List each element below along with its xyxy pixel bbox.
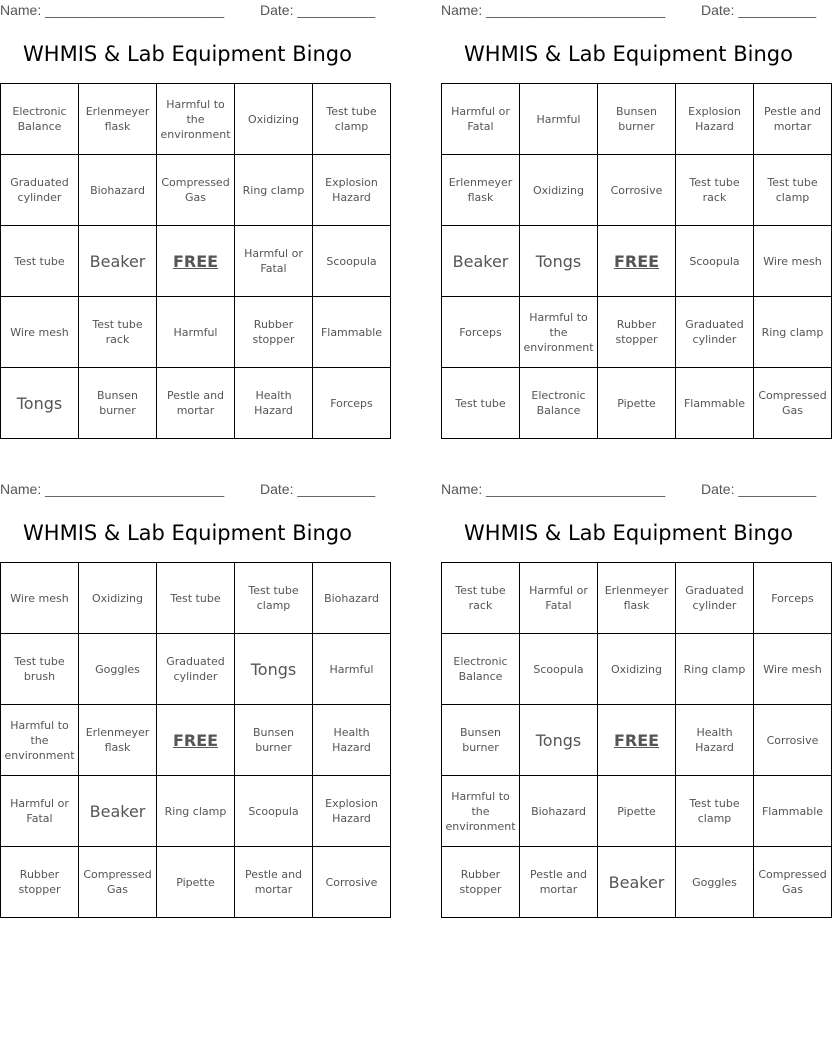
bingo-cell[interactable]: Compressed Gas: [754, 368, 832, 439]
bingo-row: [1, 705, 391, 776]
bingo-cell[interactable]: Test tube clamp: [313, 84, 391, 155]
bingo-cell[interactable]: Explosion Hazard: [313, 155, 391, 226]
bingo-cell[interactable]: Wire mesh: [754, 634, 832, 705]
bingo-cell[interactable]: Rubber stopper: [598, 297, 676, 368]
bingo-cell[interactable]: Oxidizing: [520, 155, 598, 226]
bingo-cell[interactable]: Oxidizing: [235, 84, 313, 155]
bingo-cell[interactable]: Erlenmeyer flask: [442, 155, 520, 226]
free-space-cell[interactable]: FREE: [157, 226, 235, 297]
bingo-cell[interactable]: Rubber stopper: [235, 297, 313, 368]
bingo-row: [442, 368, 832, 439]
bingo-cell[interactable]: Harmful: [520, 84, 598, 155]
bingo-cell[interactable]: Ring clamp: [754, 297, 832, 368]
bingo-cell[interactable]: Erlenmeyer flask: [79, 705, 157, 776]
bingo-cell[interactable]: Pestle and mortar: [235, 847, 313, 918]
bingo-cell[interactable]: Compressed Gas: [79, 847, 157, 918]
card-header: [0, 479, 375, 501]
bingo-cell[interactable]: Graduated cylinder: [157, 634, 235, 705]
bingo-cell[interactable]: Beaker: [79, 226, 157, 297]
bingo-cell[interactable]: Forceps: [313, 368, 391, 439]
bingo-cell[interactable]: Test tube rack: [79, 297, 157, 368]
bingo-cell[interactable]: Graduated cylinder: [676, 297, 754, 368]
bingo-cell[interactable]: Bunsen burner: [79, 368, 157, 439]
bingo-grid: [441, 562, 832, 918]
bingo-cell[interactable]: Wire mesh: [1, 563, 79, 634]
bingo-row: [1, 563, 391, 634]
bingo-row: [1, 297, 391, 368]
bingo-cell[interactable]: Rubber stopper: [1, 847, 79, 918]
bingo-row: [442, 297, 832, 368]
bingo-row: [442, 634, 832, 705]
bingo-cell[interactable]: Forceps: [754, 563, 832, 634]
bingo-cell[interactable]: Flammable: [754, 776, 832, 847]
bingo-cell[interactable]: Test tube rack: [442, 563, 520, 634]
card-title: WHMIS & Lab Equipment Bingo: [23, 42, 352, 66]
bingo-cell[interactable]: Scoopula: [520, 634, 598, 705]
bingo-cell[interactable]: Harmful to the environment: [520, 297, 598, 368]
bingo-row: [1, 776, 391, 847]
bingo-row: [442, 563, 832, 634]
bingo-cell[interactable]: Compressed Gas: [157, 155, 235, 226]
bingo-cell[interactable]: Harmful or Fatal: [1, 776, 79, 847]
bingo-row: [1, 84, 391, 155]
bingo-cell[interactable]: Test tube rack: [676, 155, 754, 226]
bingo-cell[interactable]: Corrosive: [598, 155, 676, 226]
bingo-cell[interactable]: Tongs: [235, 634, 313, 705]
date-field[interactable]: Date: __________: [701, 2, 817, 18]
bingo-cell[interactable]: Health Hazard: [235, 368, 313, 439]
bingo-cell[interactable]: Biohazard: [79, 155, 157, 226]
free-space-cell[interactable]: FREE: [157, 705, 235, 776]
free-space-cell[interactable]: FREE: [598, 705, 676, 776]
bingo-cell[interactable]: Biohazard: [520, 776, 598, 847]
bingo-grid: [0, 83, 391, 439]
bingo-cell[interactable]: Tongs: [520, 226, 598, 297]
bingo-cell[interactable]: Biohazard: [313, 563, 391, 634]
bingo-row: [442, 84, 832, 155]
bingo-cell[interactable]: Corrosive: [754, 705, 832, 776]
free-space-cell[interactable]: FREE: [598, 226, 676, 297]
bingo-cell[interactable]: Harmful to the environment: [1, 705, 79, 776]
bingo-cell[interactable]: Test tube: [157, 563, 235, 634]
bingo-cell[interactable]: Wire mesh: [1, 297, 79, 368]
bingo-grid: [0, 562, 391, 918]
bingo-cell[interactable]: Test tube clamp: [754, 155, 832, 226]
date-field[interactable]: Date: __________: [260, 481, 376, 497]
bingo-cell[interactable]: Graduated cylinder: [1, 155, 79, 226]
bingo-cell[interactable]: Pestle and mortar: [157, 368, 235, 439]
bingo-cell[interactable]: Harmful to the environment: [157, 84, 235, 155]
card-title: WHMIS & Lab Equipment Bingo: [23, 521, 352, 545]
bingo-cell[interactable]: Harmful: [313, 634, 391, 705]
bingo-cell[interactable]: Test tube clamp: [235, 563, 313, 634]
bingo-cell[interactable]: Test tube: [1, 226, 79, 297]
name-field[interactable]: Name: _______________________: [441, 481, 666, 497]
bingo-cell[interactable]: Harmful or Fatal: [235, 226, 313, 297]
bingo-cell[interactable]: Electronic Balance: [442, 634, 520, 705]
bingo-cell[interactable]: Tongs: [1, 368, 79, 439]
bingo-row: [442, 705, 832, 776]
bingo-card-1: [0, 0, 383, 417]
bingo-cell[interactable]: Test tube brush: [1, 634, 79, 705]
name-field[interactable]: Name: _______________________: [0, 2, 225, 18]
bingo-row: [1, 226, 391, 297]
bingo-cell[interactable]: Harmful or Fatal: [520, 563, 598, 634]
bingo-cell[interactable]: Harmful or Fatal: [442, 84, 520, 155]
bingo-cell[interactable]: Harmful to the environment: [442, 776, 520, 847]
bingo-cell[interactable]: Ring clamp: [676, 634, 754, 705]
bingo-cell[interactable]: Graduated cylinder: [676, 563, 754, 634]
bingo-cell[interactable]: Test tube clamp: [676, 776, 754, 847]
bingo-cell[interactable]: Scoopula: [235, 776, 313, 847]
bingo-cell[interactable]: Explosion Hazard: [313, 776, 391, 847]
bingo-cell[interactable]: Pestle and mortar: [520, 847, 598, 918]
bingo-card-4: [441, 479, 827, 896]
bingo-cell[interactable]: Rubber stopper: [442, 847, 520, 918]
bingo-row: [1, 155, 391, 226]
bingo-cell[interactable]: Explosion Hazard: [676, 84, 754, 155]
bingo-cell[interactable]: Wire mesh: [754, 226, 832, 297]
bingo-row: [1, 634, 391, 705]
card-header: [0, 0, 375, 22]
card-header: [441, 479, 816, 501]
bingo-cell[interactable]: Beaker: [79, 776, 157, 847]
bingo-cell[interactable]: Bunsen burner: [235, 705, 313, 776]
card-title: WHMIS & Lab Equipment Bingo: [464, 42, 793, 66]
bingo-cell[interactable]: Corrosive: [313, 847, 391, 918]
bingo-cell[interactable]: Pestle and mortar: [754, 84, 832, 155]
bingo-cell[interactable]: Bunsen burner: [598, 84, 676, 155]
bingo-card-2: [441, 0, 827, 417]
bingo-cell[interactable]: Health Hazard: [313, 705, 391, 776]
bingo-cell[interactable]: Pipette: [598, 368, 676, 439]
bingo-cell[interactable]: Goggles: [676, 847, 754, 918]
bingo-cell[interactable]: Scoopula: [676, 226, 754, 297]
bingo-cell[interactable]: Pipette: [157, 847, 235, 918]
card-title: WHMIS & Lab Equipment Bingo: [464, 521, 793, 545]
bingo-cell[interactable]: Beaker: [442, 226, 520, 297]
bingo-row: [442, 847, 832, 918]
bingo-row: [1, 368, 391, 439]
bingo-row: [442, 226, 832, 297]
bingo-cell[interactable]: Flammable: [676, 368, 754, 439]
bingo-cell[interactable]: Erlenmeyer flask: [598, 563, 676, 634]
bingo-cell[interactable]: Tongs: [520, 705, 598, 776]
bingo-cell[interactable]: Electronic Balance: [520, 368, 598, 439]
card-header: [441, 0, 816, 22]
bingo-cell[interactable]: Erlenmeyer flask: [79, 84, 157, 155]
bingo-cell[interactable]: Ring clamp: [235, 155, 313, 226]
bingo-row: [442, 776, 832, 847]
bingo-cell[interactable]: Goggles: [79, 634, 157, 705]
bingo-cell[interactable]: Compressed Gas: [754, 847, 832, 918]
name-field[interactable]: Name: _______________________: [0, 481, 225, 497]
bingo-grid: [441, 83, 832, 439]
name-field[interactable]: Name: _______________________: [441, 2, 666, 18]
date-field[interactable]: Date: __________: [260, 2, 376, 18]
bingo-card-3: [0, 479, 379, 896]
bingo-cell[interactable]: Pipette: [598, 776, 676, 847]
bingo-cell[interactable]: Test tube: [442, 368, 520, 439]
bingo-row: [1, 847, 391, 918]
date-field[interactable]: Date: __________: [701, 481, 817, 497]
bingo-cell[interactable]: Oxidizing: [598, 634, 676, 705]
bingo-cell[interactable]: Forceps: [442, 297, 520, 368]
bingo-cell[interactable]: Oxidizing: [79, 563, 157, 634]
bingo-cell[interactable]: Beaker: [598, 847, 676, 918]
bingo-row: [442, 155, 832, 226]
bingo-cell[interactable]: Electronic Balance: [1, 84, 79, 155]
bingo-cell[interactable]: Bunsen burner: [442, 705, 520, 776]
bingo-cell[interactable]: Health Hazard: [676, 705, 754, 776]
bingo-cell[interactable]: Harmful: [157, 297, 235, 368]
bingo-cell[interactable]: Scoopula: [313, 226, 391, 297]
bingo-cell[interactable]: Flammable: [313, 297, 391, 368]
bingo-cell[interactable]: Ring clamp: [157, 776, 235, 847]
